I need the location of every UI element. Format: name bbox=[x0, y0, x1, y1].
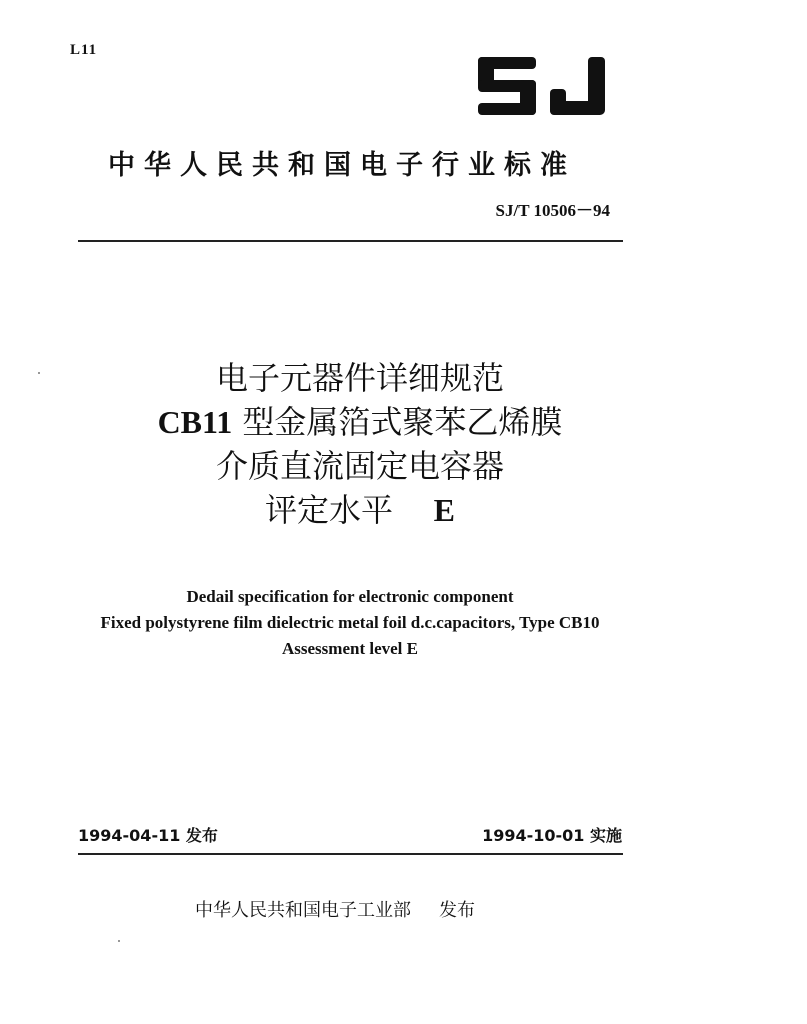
title-cn-line2-rest: 型金属箔式聚苯乙烯膜 bbox=[242, 403, 563, 441]
sj-logo bbox=[474, 55, 614, 117]
implementation-date: 1994-10-01 实施 bbox=[482, 826, 622, 845]
industry-standard-heading: 中华人民共和国电子行业标准 bbox=[108, 150, 576, 181]
publisher-action: 发布 bbox=[439, 900, 475, 921]
scan-speck bbox=[38, 372, 40, 374]
title-cn-line3: 介质直流固定电容器 bbox=[215, 447, 504, 485]
title-en-line3: Assessment level E bbox=[282, 639, 418, 658]
title-cn-line4 bbox=[0, 488, 720, 532]
classification-code: L11 bbox=[70, 42, 98, 58]
publisher bbox=[195, 896, 475, 922]
title-cn-level: E bbox=[433, 492, 456, 528]
title-cn-line4-text: 评定水平 bbox=[264, 491, 393, 529]
scan-speck bbox=[118, 940, 120, 942]
standard-number: SJ/T 10506－94 bbox=[495, 201, 610, 220]
title-cn-model: CB11 bbox=[157, 404, 233, 440]
top-divider bbox=[78, 240, 623, 242]
title-en-line2: Fixed polystyrene film dielectric metal foil d.c.capacitors, Type CB10 bbox=[100, 613, 600, 632]
title-en-line1: Dedail specification for electronic component bbox=[186, 587, 514, 606]
title-cn-line1: 电子元器件详细规范 bbox=[215, 359, 504, 397]
bottom-divider bbox=[78, 853, 623, 855]
publisher-name: 中华人民共和国电子工业部 bbox=[195, 900, 411, 921]
title-cn-line2 bbox=[0, 400, 720, 444]
issue-date: 1994-04-11 发布 bbox=[78, 826, 218, 845]
